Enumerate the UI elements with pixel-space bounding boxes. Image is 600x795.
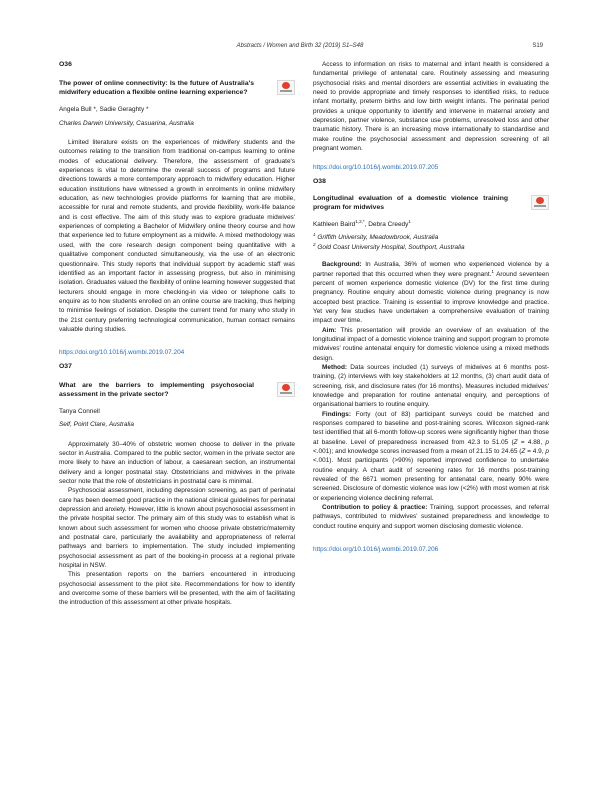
abstract-id-o38: O38: [313, 177, 326, 185]
affiliation-superscript: 2: [313, 241, 316, 247]
section-label: Contribution to policy & practice:: [322, 504, 428, 512]
doi-link-o38[interactable]: https://doi.org/10.1016/j.wombi.2019.07.206: [313, 546, 439, 554]
title-row-o36: [59, 79, 295, 97]
section-label: Background:: [322, 261, 362, 269]
author-name: Kathleen Baird: [313, 221, 356, 229]
section-text: Training, support processes, and referral pathways, contributed to midwives' sustained preparedness and knowledge to conduct routine enquiry and support women disclosing domestic violence.: [313, 504, 549, 530]
title-row-o38: [313, 194, 549, 212]
section-text: = 4.88,: [517, 438, 546, 446]
affiliation-text: Gold Coast University Hospital, Southport, Australia: [317, 243, 465, 251]
abstract-title-o36: The power of online connectivity: Is the future of Australia's midwifery education a flexible online learning experience?: [59, 80, 254, 97]
affiliation-o38-1: [313, 233, 549, 242]
author-name: Debra Creedy: [368, 221, 409, 229]
section-label: Aim:: [322, 326, 337, 334]
check-for-updates-icon[interactable]: [531, 195, 549, 210]
title-row-o37: [59, 381, 295, 399]
journal-citation: Abstracts / Women and Birth 32 (2019) S1–S48: [236, 43, 364, 49]
affiliation-text: Griffith University, Meadowbrook, Australia: [317, 234, 439, 242]
citation-superscript: 1: [491, 268, 494, 274]
paragraph-o37-3: This presentation reports on the barriers encountered in introducing psychosocial assessment to the pilot site. Recommendations for how to identify and overcome some of these barriers will be presented, with the aim of facilitating the introduction of this assessment at other private hospitals.: [59, 571, 295, 607]
section-text: This presentation will provide an overview of an evaluation of the longitudinal impact of a domestic violence training and support program to promote midwives' routine antenatal enquiry for domestic violence using a mixed methods design.: [313, 326, 549, 362]
section-findings: [313, 410, 549, 503]
stat-symbol: Z: [521, 448, 526, 456]
left-column: [59, 60, 295, 608]
section-label: Findings:: [322, 410, 351, 418]
authors-o38: [313, 220, 549, 229]
abstract-title-o38: Longitudinal evaluation of a domestic violence training program for midwives: [313, 195, 508, 212]
section-text: In Australia, 36% of women who experienced violence by a partner reported that this occurred when they were pregnant.: [313, 261, 549, 278]
abstract-title-o37: What are the barriers to implementing psychosocial assessment in the private sector?: [59, 381, 254, 398]
section-text: Data sources included (1) surveys of midwives at 6 months post-training, (2) interviews with key stakeholders at 12 months, (3) chart audit data of screening, risk, and disclosure rates (for 16 months). Measures included midwives' knowledge and preparation for routine antenatal enquiry, and perceptions of organisational barriers to routine enquiry.: [313, 363, 550, 409]
paragraph-o37-2: Psychosocial assessment, including depression screening, as part of perinatal care has been deemed good practice in the national clinical guidelines for perinatal depression and anxiety. However, little is known about psychosocial assessment in the private hospital sector. The primary aim of this study was to establish what is known about such assessment for women who choose private obstetric/maternity and postnatal care, particularly the availability and appropriateness of referral pathways and barriers to implementation. The study included implementing psychosocial assessment as part of the booking-in process at a regional private hospital in NSW.: [59, 487, 295, 570]
author-separator: ,: [364, 221, 369, 229]
doi-link-o37[interactable]: https://doi.org/10.1016/j.wombi.2019.07.205: [313, 164, 439, 172]
section-text: Around seventeen percent of women experience domestic violence (DV) for the first time during pregnancy. Routine enquiry about domestic violence during pregnancy is now accepted best practice. Training is essential to improve knowledge and practice. Yet very few studies have undertaken a comprehensive evaluation of training impact over time.: [313, 270, 549, 325]
paragraph-o37-4: Access to information on risks to maternal and infant health is considered a fundamental privilege of antenatal care. Routinely assessing and measuring psychosocial risks and mental disorders are essential activities in evaluating the need to provide appropriate and timely responses to identified risks, to reduce infant mortality, preterm births and low birth weight infants. The perinatal period provides a unique opportunity to identify and intervene in maternal anxiety and depression, partner violence, substance use problems, unresolved loss and other traumatic history. There is an increasing move internationally to standardise and make routine the psychosocial assessment and depression screening of all pregnant women.: [313, 61, 549, 153]
affiliation-superscript: 1: [313, 232, 316, 238]
section-label: Method:: [322, 363, 348, 371]
abstract-body-o36: Limited literature exists on the experiences of midwifery students and the outcomes relating to the transition from traditional on-campus learning to online modes of educational delivery. Therefore, the assessment of graduate's experiences is vital to determine the overall success of programs and future directions towards a more contemporary approach to midwifery education. Higher education institutions have witnessed a growth in enrolments in online midwifery education, as new technologies provide platforms for learning that are mobile, accessible for rural and remote students, and provide flexibility, work-life balance and is cost effective. The aim of this study was to explore graduate midwives' experiences of completing a Bachelor of Midwifery online theory course and how that experience led to future employment as a midwife. A mixed methodology was used, with the core research design component being quantitative with a qualitative component conducted simultaneously, via the use of an electronic questionnaire. This study reports that individual support by academic staff was identified as an important factor in assessing progress, but also in minimising isolation. Graduates valued the flexibility of online learning however suggested that lecturers should engage in more checking-in via video or telephone calls to enquire as to how students enrolled on an online course are tracking, thus helping to minimise feelings of isolation. Despite the current trend for many who study in the 21st century preferring technological communication, human contact remains valuable during studies.: [59, 139, 295, 333]
stat-symbol: p: [545, 438, 549, 446]
stat-symbol: Z: [513, 438, 518, 446]
section-text: = 4.9,: [525, 448, 546, 456]
running-header: [0, 43, 600, 55]
section-text: <.001); and knowledge scores increased from a mean of 21.15 to 24.65 (: [313, 448, 522, 456]
abstract-id-o37: O37: [59, 362, 72, 370]
doi-link-o36[interactable]: https://doi.org/10.1016/j.wombi.2019.07.204: [59, 349, 185, 357]
section-aim: [313, 326, 549, 363]
section-method: [313, 363, 549, 410]
author-superscript: 1,2,*: [355, 218, 365, 224]
author-superscript: 1: [408, 218, 411, 224]
paragraph-o37-1: Approximately 30–40% of obstetric women choose to deliver in the private sector in Australia. Compared to the public sector, women in the private sector are more likely to have an induction of labour, a caesarean section, an instrumental delivery and a longer postnatal stay. Obstetricians and midwives in the private sector note that the role of obstetricians in postnatal care is minimal.: [59, 440, 295, 485]
right-column: [313, 60, 549, 554]
affiliation-o37: Self, Point Clare, Australia: [59, 421, 134, 429]
page-number: S19: [532, 43, 543, 49]
section-background: [313, 260, 549, 325]
section-text: <.001). Most participants (>90%) reported improved confidence to undertake routine enquiry. A chart audit of screening rates for 16 months post-training revealed of the 6671 women presenting for antenatal care, nearly 90% were screened. Disclosure of domestic violence was low (<2%) with most women at risk or experiencing violence declining referral.: [313, 457, 549, 502]
section-contribution: [313, 503, 549, 531]
check-for-updates-icon[interactable]: [277, 382, 295, 397]
section-text: Forty (out of 83) participant surveys could be matched and responses compared to baseline and post-training scores. Wilcoxon signed-rank test identified that all 6-month follow-up scores were significantly higher than those at baseline. Level of preparedness increased from 42.3 to 51.05 (: [313, 410, 549, 446]
authors-o37: Tanya Connell: [59, 407, 100, 415]
authors-o36: Angela Bull *, Sadie Geraghty *: [59, 106, 149, 114]
stat-symbol: p: [545, 448, 549, 456]
check-for-updates-icon[interactable]: [277, 80, 295, 95]
abstract-id-o36: O36: [59, 61, 72, 68]
affiliation-o36: Charles Darwin University, Casuarina, Australia: [59, 119, 194, 127]
affiliation-o38-2: [313, 243, 549, 252]
